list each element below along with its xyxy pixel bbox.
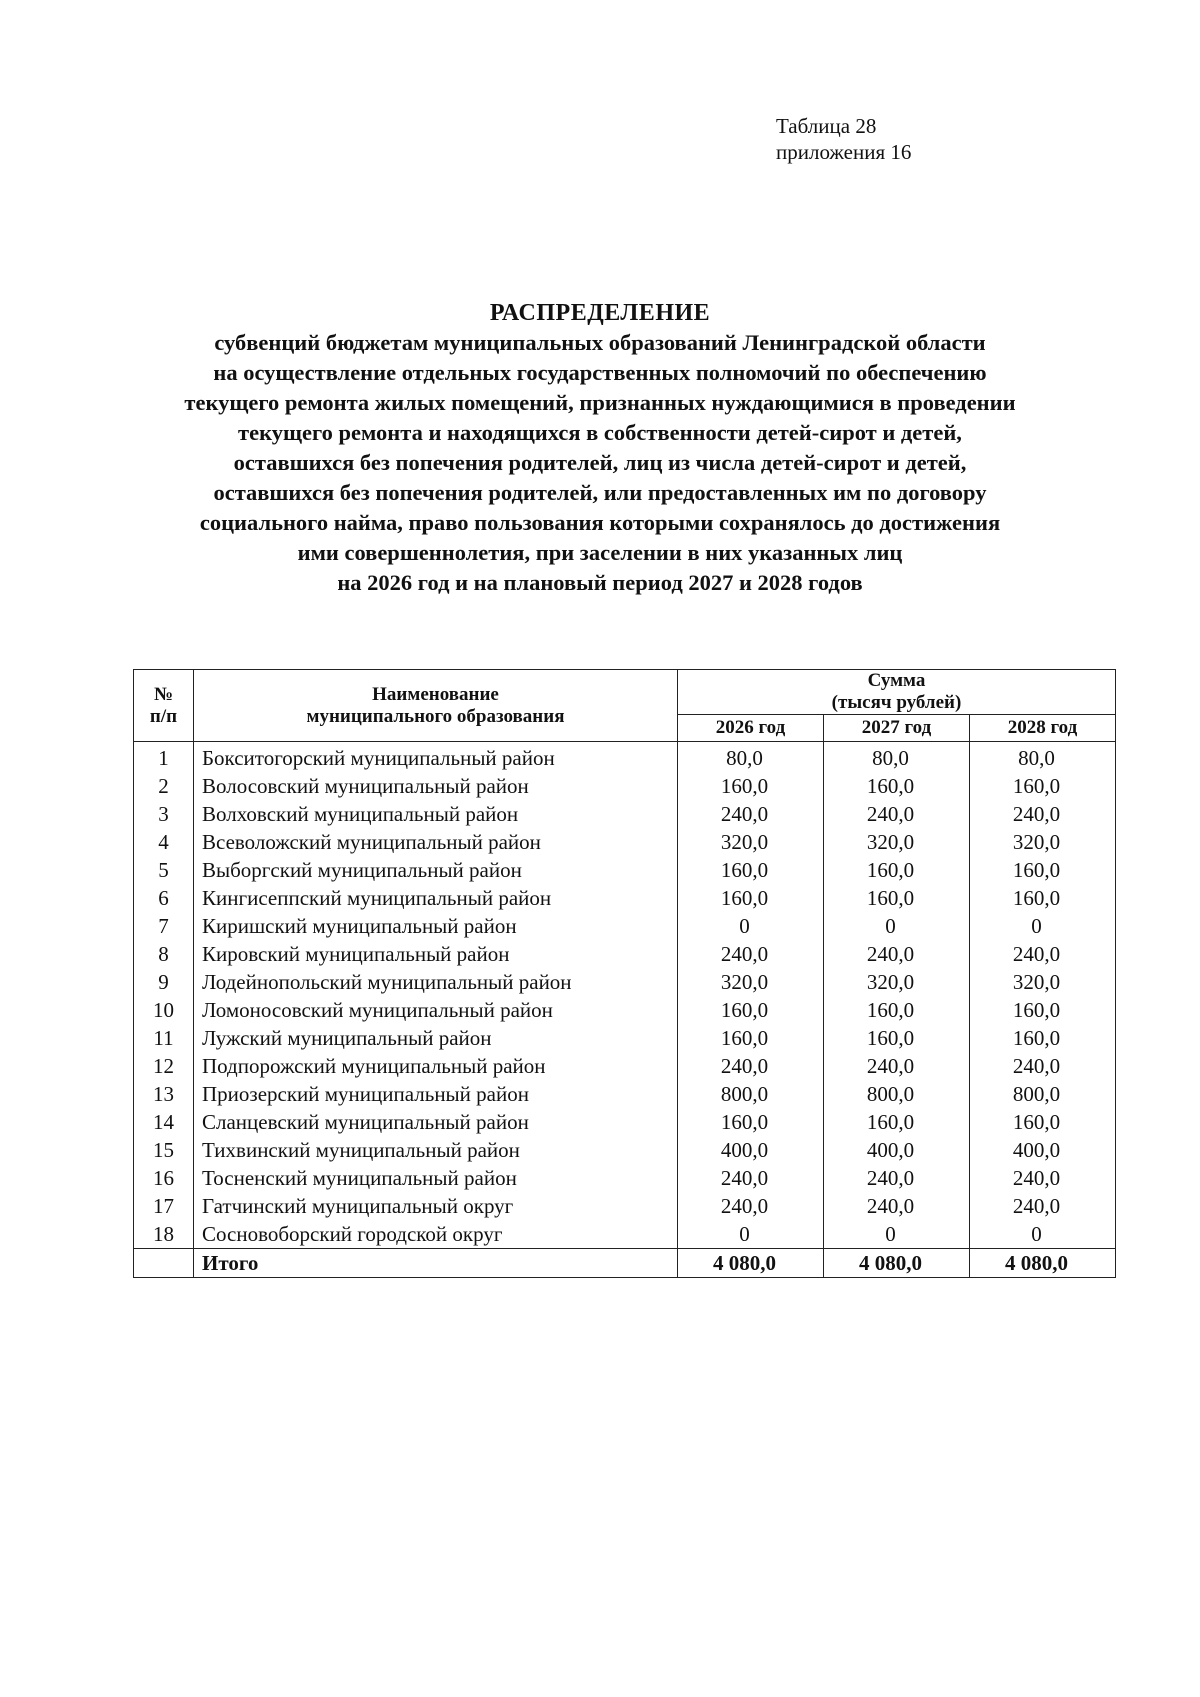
- header-year-2026: 2026 год: [678, 715, 824, 742]
- municipality-name: Кингисеппский муниципальный район: [194, 884, 678, 912]
- row-number: 2: [134, 772, 194, 800]
- amount-2027: 240,0: [824, 1164, 970, 1192]
- amount-2028: 80,0: [970, 742, 1116, 773]
- header-number: [134, 670, 194, 742]
- header-year-2027: 2027 год: [824, 715, 970, 742]
- amount-2026: 160,0: [678, 856, 824, 884]
- table-row: [134, 1136, 1116, 1164]
- municipality-name: Волосовский муниципальный район: [194, 772, 678, 800]
- title-line: текущего ремонта жилых помещений, признанных нуждающимися в проведении: [184, 390, 1016, 415]
- amount-2027: 320,0: [824, 968, 970, 996]
- amount-2027: 240,0: [824, 1192, 970, 1220]
- amount-2026: 160,0: [678, 772, 824, 800]
- row-number: 16: [134, 1164, 194, 1192]
- amount-2027: 240,0: [824, 800, 970, 828]
- amount-2028: 240,0: [970, 800, 1116, 828]
- row-number: 4: [134, 828, 194, 856]
- table-row: [134, 1108, 1116, 1136]
- row-number: 1: [134, 742, 194, 773]
- header-municipality: [194, 670, 678, 742]
- title-heading: РАСПРЕДЕЛЕНИЕ: [489, 300, 711, 326]
- amount-2028: 0: [970, 1220, 1116, 1249]
- amount-2028: 160,0: [970, 772, 1116, 800]
- amount-2028: 320,0: [970, 968, 1116, 996]
- row-number: 12: [134, 1052, 194, 1080]
- row-number: 9: [134, 968, 194, 996]
- row-number: 11: [134, 1024, 194, 1052]
- municipality-name: Сосновоборский городской округ: [194, 1220, 678, 1249]
- table-row: [134, 828, 1116, 856]
- amount-2026: 320,0: [678, 968, 824, 996]
- table-row: [134, 1080, 1116, 1108]
- amount-2026: 800,0: [678, 1080, 824, 1108]
- amount-2026: 160,0: [678, 1024, 824, 1052]
- row-number: 10: [134, 996, 194, 1024]
- amount-2028: 240,0: [970, 1164, 1116, 1192]
- amount-2028: 240,0: [970, 940, 1116, 968]
- amount-2027: 0: [824, 1220, 970, 1249]
- header-sum-unit: (тысяч рублей): [831, 692, 962, 713]
- amount-2027: 80,0: [824, 742, 970, 773]
- amount-2028: 0: [970, 912, 1116, 940]
- amount-2026: 240,0: [678, 1052, 824, 1080]
- title-line: на 2026 год и на плановый период 2027 и 2028 годов: [337, 570, 863, 595]
- total-row-number: [134, 1249, 194, 1278]
- amount-2026: 80,0: [678, 742, 824, 773]
- amount-2026: 0: [678, 912, 824, 940]
- amount-2027: 160,0: [824, 772, 970, 800]
- amount-2028: 240,0: [970, 1192, 1116, 1220]
- table-row: [134, 800, 1116, 828]
- amount-2026: 160,0: [678, 884, 824, 912]
- amount-2028: 160,0: [970, 1024, 1116, 1052]
- amount-2026: 240,0: [678, 1192, 824, 1220]
- amount-2026: 160,0: [678, 996, 824, 1024]
- municipality-name: Гатчинский муниципальный округ: [194, 1192, 678, 1220]
- table-row: [134, 1192, 1116, 1220]
- title-line: оставшихся без попечения родителей, лиц из числа детей-сирот и детей,: [233, 450, 967, 475]
- amount-2026: 240,0: [678, 940, 824, 968]
- amount-2028: 160,0: [970, 1108, 1116, 1136]
- table-row: [134, 912, 1116, 940]
- row-number: 18: [134, 1220, 194, 1249]
- title-line: социального найма, право пользования которыми сохранялось до достижения: [199, 510, 1001, 535]
- row-number: 6: [134, 884, 194, 912]
- row-number: 3: [134, 800, 194, 828]
- municipality-name: Киришский муниципальный район: [194, 912, 678, 940]
- table-row: [134, 996, 1116, 1024]
- header-number-abbr: п/п: [149, 705, 178, 727]
- header-number-sign: №: [153, 683, 174, 705]
- table-number: Таблица 28: [776, 114, 877, 138]
- municipality-name: Всеволожский муниципальный район: [194, 828, 678, 856]
- total-2027: 4 080,0: [824, 1249, 970, 1278]
- header-sum-line1: Сумма: [867, 670, 926, 691]
- amount-2027: 320,0: [824, 828, 970, 856]
- amount-2027: 160,0: [824, 1108, 970, 1136]
- title-line: оставшихся без попечения родителей, или предоставленных им по договору: [213, 480, 987, 505]
- row-number: 15: [134, 1136, 194, 1164]
- amount-2028: 320,0: [970, 828, 1116, 856]
- appendix-number: приложения 16: [776, 140, 912, 164]
- row-number: 17: [134, 1192, 194, 1220]
- table-row: [134, 1164, 1116, 1192]
- table-reference: [776, 113, 911, 165]
- table-row: [134, 968, 1116, 996]
- municipality-name: Волховский муниципальный район: [194, 800, 678, 828]
- title-line: субвенций бюджетам муниципальных образований Ленинградской области: [214, 330, 986, 355]
- municipality-name: Приозерский муниципальный район: [194, 1080, 678, 1108]
- header-sum: [678, 670, 1116, 715]
- table-row: [134, 1220, 1116, 1249]
- amount-2026: 400,0: [678, 1136, 824, 1164]
- amount-2028: 160,0: [970, 884, 1116, 912]
- municipality-name: Сланцевский муниципальный район: [194, 1108, 678, 1136]
- municipality-name: Лужский муниципальный район: [194, 1024, 678, 1052]
- municipality-name: Подпорожский муниципальный район: [194, 1052, 678, 1080]
- table-row: [134, 742, 1116, 773]
- amount-2027: 240,0: [824, 1052, 970, 1080]
- municipality-name: Бокситогорский муниципальный район: [194, 742, 678, 773]
- amount-2028: 160,0: [970, 996, 1116, 1024]
- distribution-table: [133, 669, 1116, 1278]
- table-row: [134, 1024, 1116, 1052]
- row-number: 7: [134, 912, 194, 940]
- total-2026: 4 080,0: [678, 1249, 824, 1278]
- amount-2028: 240,0: [970, 1052, 1116, 1080]
- amount-2026: 240,0: [678, 1164, 824, 1192]
- row-number: 8: [134, 940, 194, 968]
- title-line: текущего ремонта и находящихся в собственности детей-сирот и детей,: [238, 420, 962, 445]
- municipality-name: Лодейнопольский муниципальный район: [194, 968, 678, 996]
- header-municipality-line2: муниципального образования: [306, 705, 565, 727]
- amount-2027: 160,0: [824, 856, 970, 884]
- amount-2027: 400,0: [824, 1136, 970, 1164]
- amount-2027: 160,0: [824, 1024, 970, 1052]
- amount-2027: 800,0: [824, 1080, 970, 1108]
- row-number: 14: [134, 1108, 194, 1136]
- amount-2026: 0: [678, 1220, 824, 1249]
- municipality-name: Тихвинский муниципальный район: [194, 1136, 678, 1164]
- header-year-2028: 2028 год: [970, 715, 1116, 742]
- document-title: [0, 298, 1200, 598]
- table-row: [134, 884, 1116, 912]
- table-row: [134, 1052, 1116, 1080]
- amount-2026: 320,0: [678, 828, 824, 856]
- amount-2027: 160,0: [824, 996, 970, 1024]
- title-line: ими совершеннолетия, при заселении в них указанных лиц: [297, 540, 903, 565]
- amount-2028: 800,0: [970, 1080, 1116, 1108]
- table-row: [134, 940, 1116, 968]
- amount-2027: 160,0: [824, 884, 970, 912]
- header-municipality-line1: Наименование: [372, 683, 499, 705]
- row-number: 5: [134, 856, 194, 884]
- amount-2027: 240,0: [824, 940, 970, 968]
- municipality-name: Тосненский муниципальный район: [194, 1164, 678, 1192]
- title-line: на осуществление отдельных государственных полномочий по обеспечению: [213, 360, 987, 385]
- amount-2026: 160,0: [678, 1108, 824, 1136]
- amount-2027: 0: [824, 912, 970, 940]
- total-2028: 4 080,0: [970, 1249, 1116, 1278]
- total-row: [134, 1249, 1116, 1278]
- total-label: Итого: [194, 1249, 678, 1278]
- table-row: [134, 856, 1116, 884]
- amount-2026: 240,0: [678, 800, 824, 828]
- amount-2028: 160,0: [970, 856, 1116, 884]
- municipality-name: Выборгский муниципальный район: [194, 856, 678, 884]
- table-row: [134, 772, 1116, 800]
- amount-2028: 400,0: [970, 1136, 1116, 1164]
- municipality-name: Кировский муниципальный район: [194, 940, 678, 968]
- row-number: 13: [134, 1080, 194, 1108]
- municipality-name: Ломоносовский муниципальный район: [194, 996, 678, 1024]
